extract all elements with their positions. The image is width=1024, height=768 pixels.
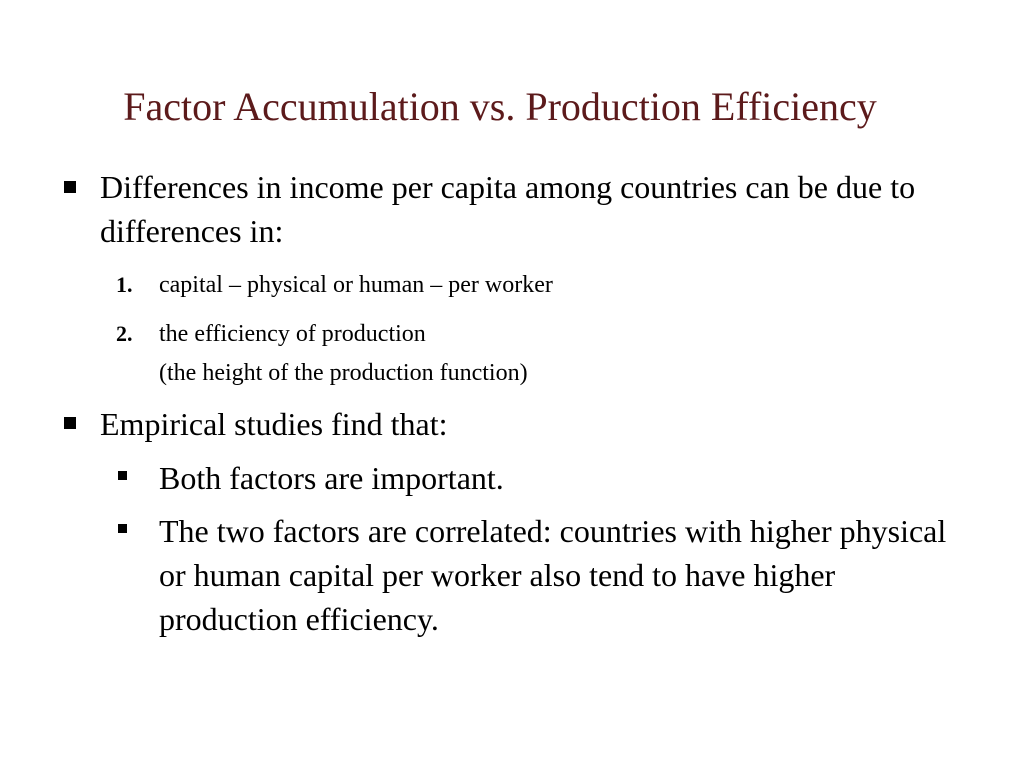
sub-bullet-text: The two factors are correlated: countries with higher physical or human capital per worker also tend to have higher production efficiency. [159,513,947,637]
list-item-text: the efficiency of production [159,321,426,347]
sub-bullet-square-icon [118,524,127,533]
list-number: 2. [116,321,133,346]
list-number: 1. [116,272,133,297]
sub-bullet-text: Both factors are important. [159,460,504,496]
list-item-text: capital – physical or human – per worker [159,272,553,298]
bullet-square-icon [64,181,76,193]
list-item-text-continued: (the height of the production function) [159,360,528,386]
bullet-square-icon [64,417,76,429]
bullet-text: Differences in income per capita among countries can be due to differences in: [100,169,916,249]
sub-bullet-square-icon [118,471,127,480]
bullet-text: Empirical studies find that: [100,406,448,442]
slide-title: Factor Accumulation vs. Production Efficiency [123,84,877,129]
